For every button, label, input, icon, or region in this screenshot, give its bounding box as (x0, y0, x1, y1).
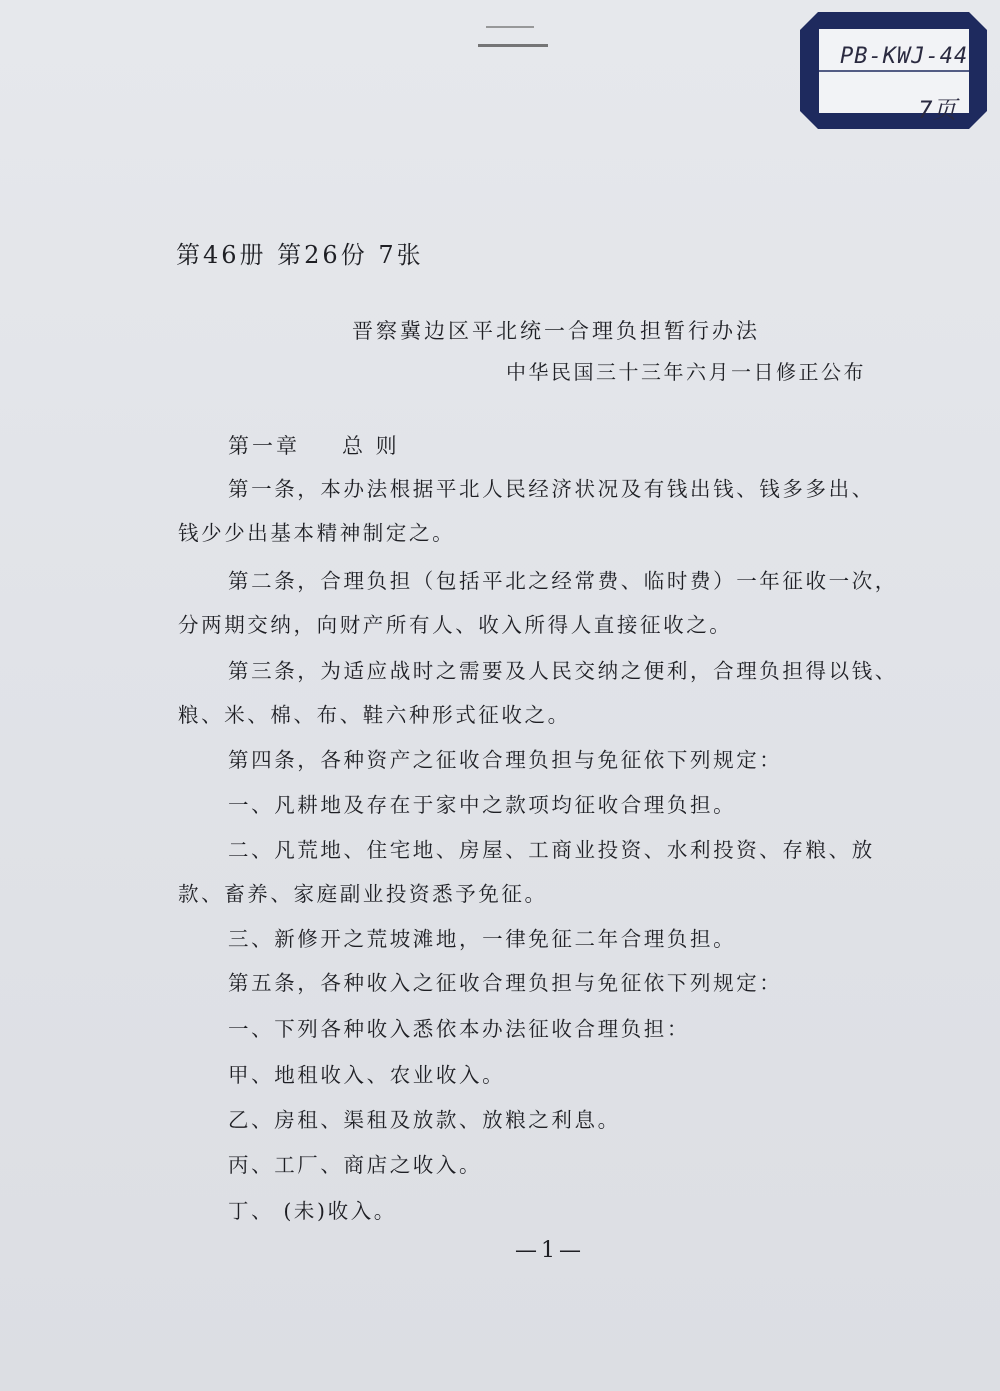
chapter-heading (228, 430, 400, 460)
document-date: 中华民国三十三年六月一日修正公布 (506, 360, 866, 384)
article-line: 粮、米、棉、布、鞋六种形式征收之。 (178, 703, 571, 727)
chapter-title: 总 则 (342, 434, 400, 458)
article-line: 一、下列各种收入悉依本办法征收合理负担： (228, 1017, 690, 1041)
binding-dash (478, 44, 548, 47)
article-line: 甲、地租收入、农业收入。 (228, 1063, 506, 1087)
article-line: 三、新修开之荒坡滩地，一律免征二年合理负担。 (228, 927, 737, 951)
article-line: 二、凡荒地、住宅地、房屋、工商业投资、水利投资、存粮、放 (228, 838, 875, 862)
document-title: 晋察冀边区平北统一合理负担暂行办法 (352, 319, 760, 343)
bleed-through-text (232, 208, 568, 235)
article-line: 第二条，合理负担（包括平北之经常费、临时费）一年征收一次， (228, 569, 898, 593)
chapter-number: 第一章 (228, 434, 300, 458)
volume-info: 第46册 第26份 7张 (176, 241, 424, 269)
article-line: 分两期交纳，向财产所有人、收入所得人直接征收之。 (178, 613, 733, 637)
article-line: 丁、 (未)收入。 (228, 1199, 397, 1223)
article-line: 一、凡耕地及存在于家中之款项均征收合理负担。 (228, 793, 737, 817)
archive-page-count: 7页 (918, 96, 957, 124)
archive-stamp-frame (796, 8, 991, 133)
article-line: 钱少少出基本精神制定之。 (178, 521, 456, 545)
binding-dash (486, 26, 534, 28)
article-line: 第五条，各种收入之征收合理负担与免征依下列规定： (228, 971, 783, 995)
binding-mark (478, 22, 558, 52)
article-line: 第一条，本办法根据平北人民经济状况及有钱出钱、钱多多出、 (228, 477, 875, 501)
article-line: 款、畜养、家庭副业投资悉予免征。 (178, 882, 548, 906)
article-line: 丙、工厂、商店之收入。 (228, 1153, 483, 1177)
archive-stamp (796, 8, 991, 133)
article-line: 乙、房租、渠租及放款、放粮之利息。 (228, 1108, 621, 1132)
page-number: —1— (515, 1238, 585, 1263)
archive-code: PB-KWJ-44 (840, 44, 969, 69)
article-line: 第三条，为适应战时之需要及人民交纳之便利，合理负担得以钱、 (228, 659, 898, 683)
article-line: 第四条，各种资产之征收合理负担与免征依下列规定： (228, 748, 783, 772)
